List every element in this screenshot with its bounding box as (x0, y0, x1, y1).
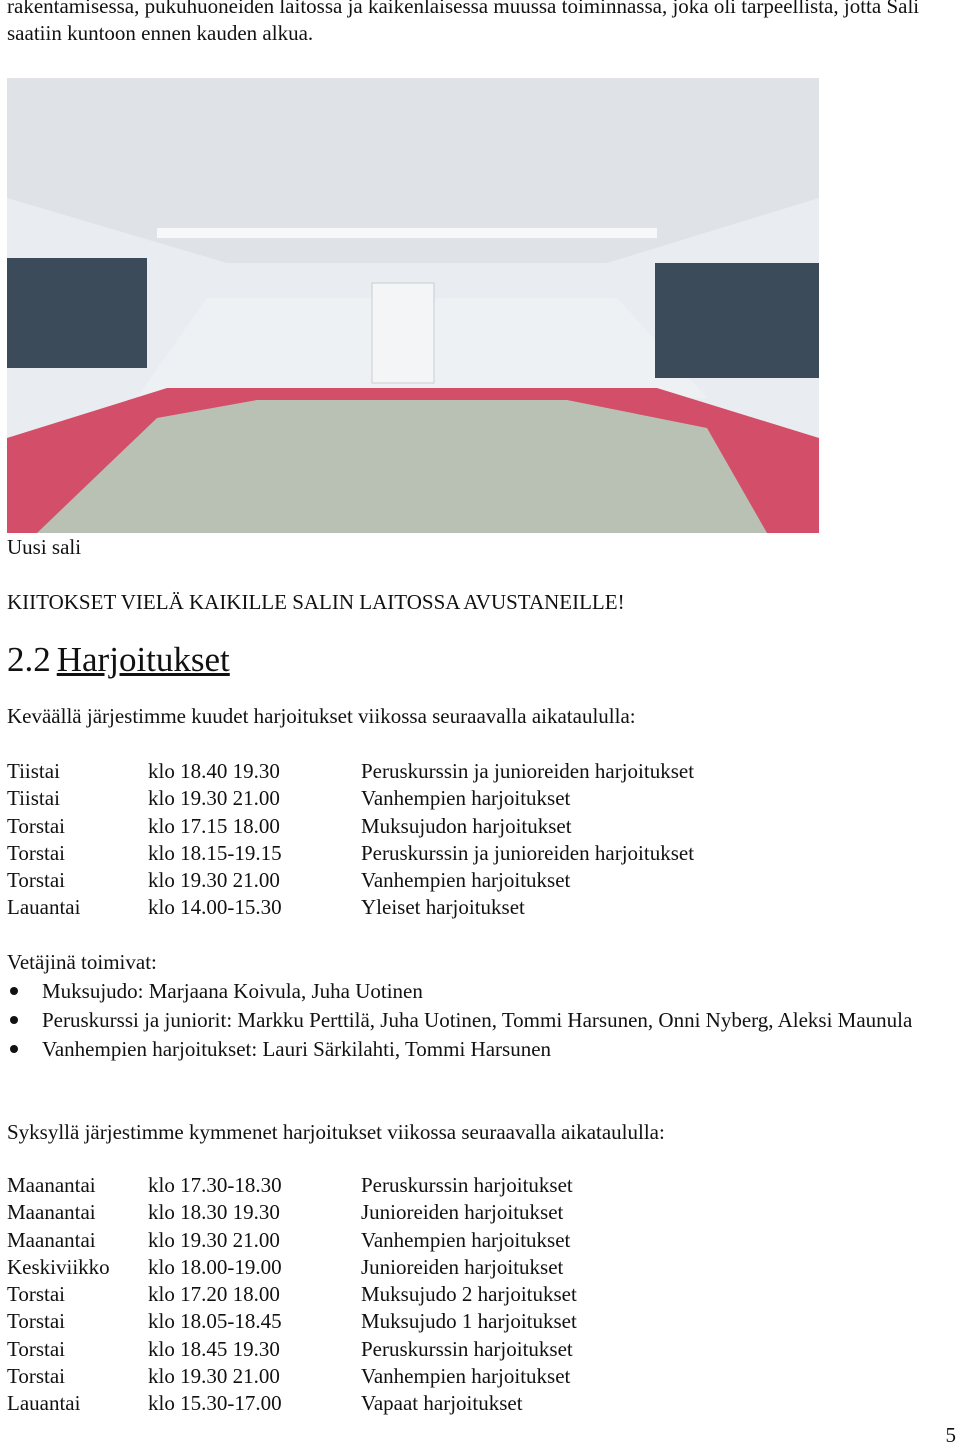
photo-window-right (655, 263, 819, 378)
photo-caption: Uusi sali (7, 535, 82, 559)
schedule-day: Maanantai (7, 1173, 96, 1197)
schedule-desc: Vanhempien harjoitukset (361, 786, 571, 811)
spring-intro: Keväällä järjestimme kuudet harjoitukset viikossa seuraavalla aikataululla: (7, 704, 636, 728)
page-number: 5 (945, 1423, 956, 1447)
schedule-time: klo 17.15 18.00 (148, 813, 280, 838)
schedule-time: klo 19.30 21.00 (148, 868, 280, 893)
fall-schedule (7, 1172, 907, 1418)
schedule-time: klo 19.30 21.00 (148, 786, 280, 811)
schedule-day: Tiistai (7, 786, 60, 811)
fall-intro: Syksyllä järjestimme kymmenet harjoitukset viikossa seuraavalla aikataululla: (7, 1120, 665, 1144)
schedule-time: klo 17.20 18.00 (148, 1282, 280, 1307)
schedule-desc: Peruskurssin ja junioreiden harjoitukset (361, 840, 695, 865)
schedule-day: Torstai (7, 1336, 66, 1361)
schedule-day: Torstai (7, 1364, 66, 1389)
schedule-row (7, 785, 907, 812)
schedule-desc: Junioreiden harjoitukset (361, 1200, 564, 1225)
leaders-title: Vetäjinä toimivat: (7, 950, 157, 974)
schedule-time: klo 17.30-18.30 (148, 1173, 282, 1197)
schedule-day: Maanantai (7, 1227, 96, 1252)
schedule-time: klo 18.05-18.45 (148, 1309, 282, 1334)
schedule-desc: Muksujudon harjoitukset (361, 813, 572, 838)
schedule-row (7, 1172, 907, 1199)
dojo-photo (7, 78, 819, 533)
schedule-desc: Vanhempien harjoitukset (361, 1227, 571, 1252)
schedule-row (7, 1390, 907, 1417)
schedule-row (7, 840, 907, 867)
list-item: Muksujudo: Marjaana Koivula, Juha Uotinen (0, 978, 950, 1005)
section-number: 2.2 (7, 640, 51, 679)
schedule-row (7, 894, 907, 921)
schedule-day: Lauantai (7, 895, 81, 920)
schedule-day: Torstai (7, 1309, 66, 1334)
schedule-desc: Junioreiden harjoitukset (361, 1254, 564, 1279)
schedule-time: klo 18.45 19.30 (148, 1336, 280, 1361)
schedule-time: klo 15.30-17.00 (148, 1391, 282, 1416)
schedule-time: klo 18.30 19.30 (148, 1200, 280, 1225)
section-title: Harjoitukset (56, 640, 230, 679)
thanks-line: KIITOKSET VIELÄ KAIKILLE SALIN LAITOSSA AVUSTANEILLE! (7, 590, 625, 614)
schedule-row (7, 1336, 907, 1363)
schedule-day: Torstai (7, 813, 66, 838)
schedule-day: Torstai (7, 1282, 66, 1307)
schedule-row (7, 1254, 907, 1281)
photo-door (372, 283, 434, 383)
schedule-row (7, 1199, 907, 1226)
schedule-row (7, 867, 907, 894)
schedule-desc: Vapaat harjoitukset (361, 1391, 523, 1416)
photo-light (157, 228, 657, 238)
schedule-desc: Peruskurssin ja junioreiden harjoitukset (361, 759, 695, 783)
schedule-desc: Vanhempien harjoitukset (361, 868, 571, 893)
list-item: Peruskurssi ja juniorit: Markku Perttilä, Juha Uotinen, Tommi Harsunen, Onni Nyberg, Aleksi Maunula (0, 1007, 950, 1034)
spring-schedule (7, 758, 907, 922)
schedule-desc: Muksujudo 1 harjoitukset (361, 1309, 577, 1334)
schedule-time: klo 19.30 21.00 (148, 1364, 280, 1389)
schedule-time: klo 18.40 19.30 (148, 759, 280, 783)
intro-paragraph: rakentamisessa, pukuhuoneiden laitossa ja kaikenlaisessa muussa toiminnassa, joka oli tarpeellista, jotta Sali saatiin kuntoon ennen kauden alkua. (7, 0, 920, 45)
schedule-time: klo 14.00-15.30 (148, 895, 282, 920)
schedule-day: Tiistai (7, 759, 60, 783)
schedule-day: Keskiviikko (7, 1254, 110, 1279)
schedule-day: Maanantai (7, 1200, 96, 1225)
schedule-row (7, 1308, 907, 1335)
schedule-desc: Muksujudo 2 harjoitukset (361, 1282, 577, 1307)
schedule-desc: Yleiset harjoitukset (361, 895, 525, 920)
photo-window-left (7, 258, 147, 368)
schedule-day: Torstai (7, 840, 66, 865)
schedule-row (7, 758, 907, 785)
list-item: Vanhempien harjoitukset: Lauri Särkilahti, Tommi Harsunen (0, 1036, 950, 1063)
schedule-time: klo 18.15-19.15 (148, 840, 282, 865)
section-heading (7, 638, 230, 682)
leaders-list (0, 978, 950, 1065)
schedule-time: klo 19.30 21.00 (148, 1227, 280, 1252)
schedule-row (7, 1363, 907, 1390)
schedule-time: klo 18.00-19.00 (148, 1254, 282, 1279)
schedule-desc: Peruskurssin harjoitukset (361, 1336, 573, 1361)
schedule-desc: Vanhempien harjoitukset (361, 1364, 571, 1389)
schedule-row (7, 1227, 907, 1254)
schedule-day: Lauantai (7, 1391, 81, 1416)
schedule-row (7, 813, 907, 840)
schedule-row (7, 1281, 907, 1308)
schedule-day: Torstai (7, 868, 66, 893)
schedule-desc: Peruskurssin harjoitukset (361, 1173, 573, 1197)
